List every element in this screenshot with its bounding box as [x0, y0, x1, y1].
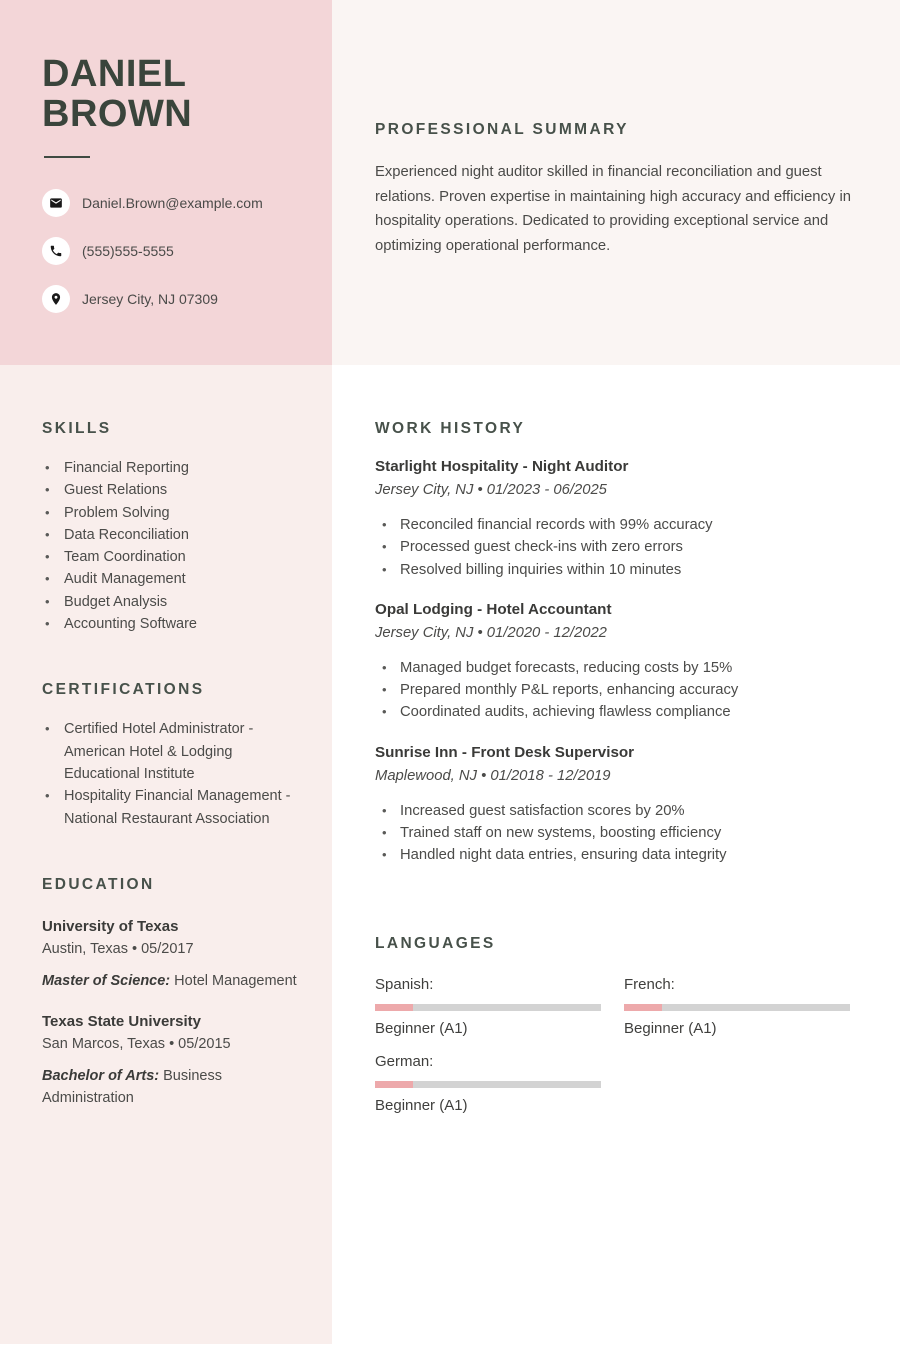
skill-item: • Team Coordination	[42, 546, 304, 568]
skill-item: • Guest Relations	[42, 479, 304, 501]
job-bullet: • Handled night data entries, ensuring data integrity	[375, 844, 858, 866]
jobs-list	[375, 456, 858, 867]
degree-field: Business Administration	[42, 1067, 222, 1106]
certifications-section	[42, 681, 304, 829]
job-bullets	[375, 657, 858, 724]
education-degree	[42, 970, 304, 992]
languages-heading: LANGUAGES	[375, 934, 496, 952]
degree-field: Hotel Management	[174, 972, 297, 989]
education-list	[42, 916, 304, 1109]
language-entry	[375, 1052, 601, 1116]
language-progress-bar	[375, 1081, 601, 1088]
job-bullet: • Processed guest check-ins with zero errors	[375, 536, 858, 558]
skill-item: • Accounting Software	[42, 613, 304, 635]
sidebar-header	[0, 0, 332, 365]
job-entry	[375, 599, 858, 724]
contact-phone-row	[42, 237, 304, 265]
candidate-last-name: BROWN	[42, 93, 193, 136]
contact-email-row	[42, 189, 304, 217]
language-progress-fill	[375, 1081, 413, 1088]
job-title: Sunrise Inn - Front Desk Supervisor	[375, 743, 635, 761]
job-location-dates: Maplewood, NJ • 01/2018 - 12/2019	[375, 767, 611, 784]
skill-item: • Financial Reporting	[42, 457, 304, 479]
job-location-dates: Jersey City, NJ • 01/2023 - 06/2025	[375, 482, 607, 498]
summary-heading: PROFESSIONAL SUMMARY	[375, 121, 629, 138]
language-progress-bar	[375, 1004, 601, 1011]
job-entry	[375, 456, 858, 581]
work-history-section	[375, 420, 858, 867]
certification-item: • Hospitality Financial Management - National Restaurant Association	[42, 785, 304, 830]
education-school: Texas State University	[42, 1012, 201, 1030]
candidate-name	[42, 54, 304, 135]
email-icon	[42, 189, 70, 217]
job-bullet: • Reconciled financial records with 99% accuracy	[375, 514, 858, 536]
skills-heading: SKILLS	[42, 420, 112, 437]
degree-title: Master of Science:	[42, 972, 171, 989]
education-location-date: Austin, Texas • 05/2017	[42, 940, 194, 957]
location-text: Jersey City, NJ 07309	[82, 290, 218, 307]
skill-item: • Audit Management	[42, 568, 304, 590]
job-bullet: • Resolved billing inquiries within 10 minutes	[375, 559, 858, 581]
skills-section	[42, 420, 304, 635]
job-title: Starlight Hospitality - Night Auditor	[375, 458, 629, 475]
language-name: German:	[375, 1052, 434, 1070]
job-bullet: • Managed budget forecasts, reducing costs by 15%	[375, 657, 858, 679]
contact-location-row	[42, 285, 304, 313]
job-entry	[375, 742, 858, 867]
phone-icon	[42, 237, 70, 265]
language-entry	[624, 975, 850, 1039]
sidebar	[0, 0, 332, 1344]
job-bullets	[375, 514, 858, 581]
job-title: Opal Lodging - Hotel Accountant	[375, 600, 612, 618]
education-location-date: San Marcos, Texas • 05/2015	[42, 1035, 231, 1052]
job-bullet: • Coordinated audits, achieving flawless compliance	[375, 701, 858, 723]
phone-text: (555)555-5555	[82, 242, 174, 259]
name-divider	[44, 156, 90, 158]
main-column	[332, 0, 900, 1350]
summary-band	[332, 0, 900, 365]
education-entry	[42, 916, 304, 992]
certification-item: • Certified Hotel Administrator - American Hotel & Lodging Educational Institute	[42, 718, 304, 785]
education-entry	[42, 1011, 304, 1109]
skill-item: • Budget Analysis	[42, 591, 304, 613]
language-level: Beginner (A1)	[375, 1096, 468, 1114]
work-history-heading: WORK HISTORY	[375, 420, 526, 437]
language-progress-fill	[624, 1004, 662, 1011]
email-text: Daniel.Brown@example.com	[82, 194, 263, 211]
education-heading: EDUCATION	[42, 875, 155, 893]
language-name: Spanish:	[375, 975, 434, 993]
language-progress-fill	[375, 1004, 413, 1011]
language-name: French:	[624, 975, 675, 993]
contact-list	[42, 189, 304, 313]
skill-item: • Problem Solving	[42, 502, 304, 524]
job-bullet: • Trained staff on new systems, boosting efficiency	[375, 822, 858, 844]
location-pin-icon	[42, 285, 70, 313]
summary-text: Experienced night auditor skilled in financial reconciliation and guest relations. Proven expertise in maintaining high accuracy and efficiency in hospitality operations. Dedicated to providing exceptional service and optimizing operational performance.	[375, 164, 851, 254]
language-level: Beginner (A1)	[375, 1019, 468, 1037]
job-bullet: • Prepared monthly P&L reports, enhancing accuracy	[375, 679, 858, 701]
languages-list	[375, 975, 858, 1116]
degree-title: Bachelor of Arts:	[42, 1067, 160, 1084]
skill-item: • Data Reconciliation	[42, 524, 304, 546]
certifications-heading: CERTIFICATIONS	[42, 681, 205, 699]
skills-list	[42, 457, 304, 635]
language-level: Beginner (A1)	[624, 1019, 717, 1037]
job-location-dates: Jersey City, NJ • 01/2020 - 12/2022	[375, 624, 607, 641]
candidate-first-name: DANIEL	[42, 53, 187, 95]
sidebar-body	[0, 365, 332, 1109]
languages-section	[375, 935, 858, 1116]
certifications-list	[42, 718, 304, 829]
job-bullets	[375, 800, 858, 867]
education-school: University of Texas	[42, 917, 179, 935]
language-progress-bar	[624, 1004, 850, 1011]
job-bullet: • Increased guest satisfaction scores by 20%	[375, 800, 858, 822]
summary-section	[375, 121, 860, 258]
education-degree	[42, 1065, 304, 1109]
main-body	[332, 365, 900, 1116]
language-entry	[375, 975, 601, 1039]
education-section	[42, 876, 304, 1109]
